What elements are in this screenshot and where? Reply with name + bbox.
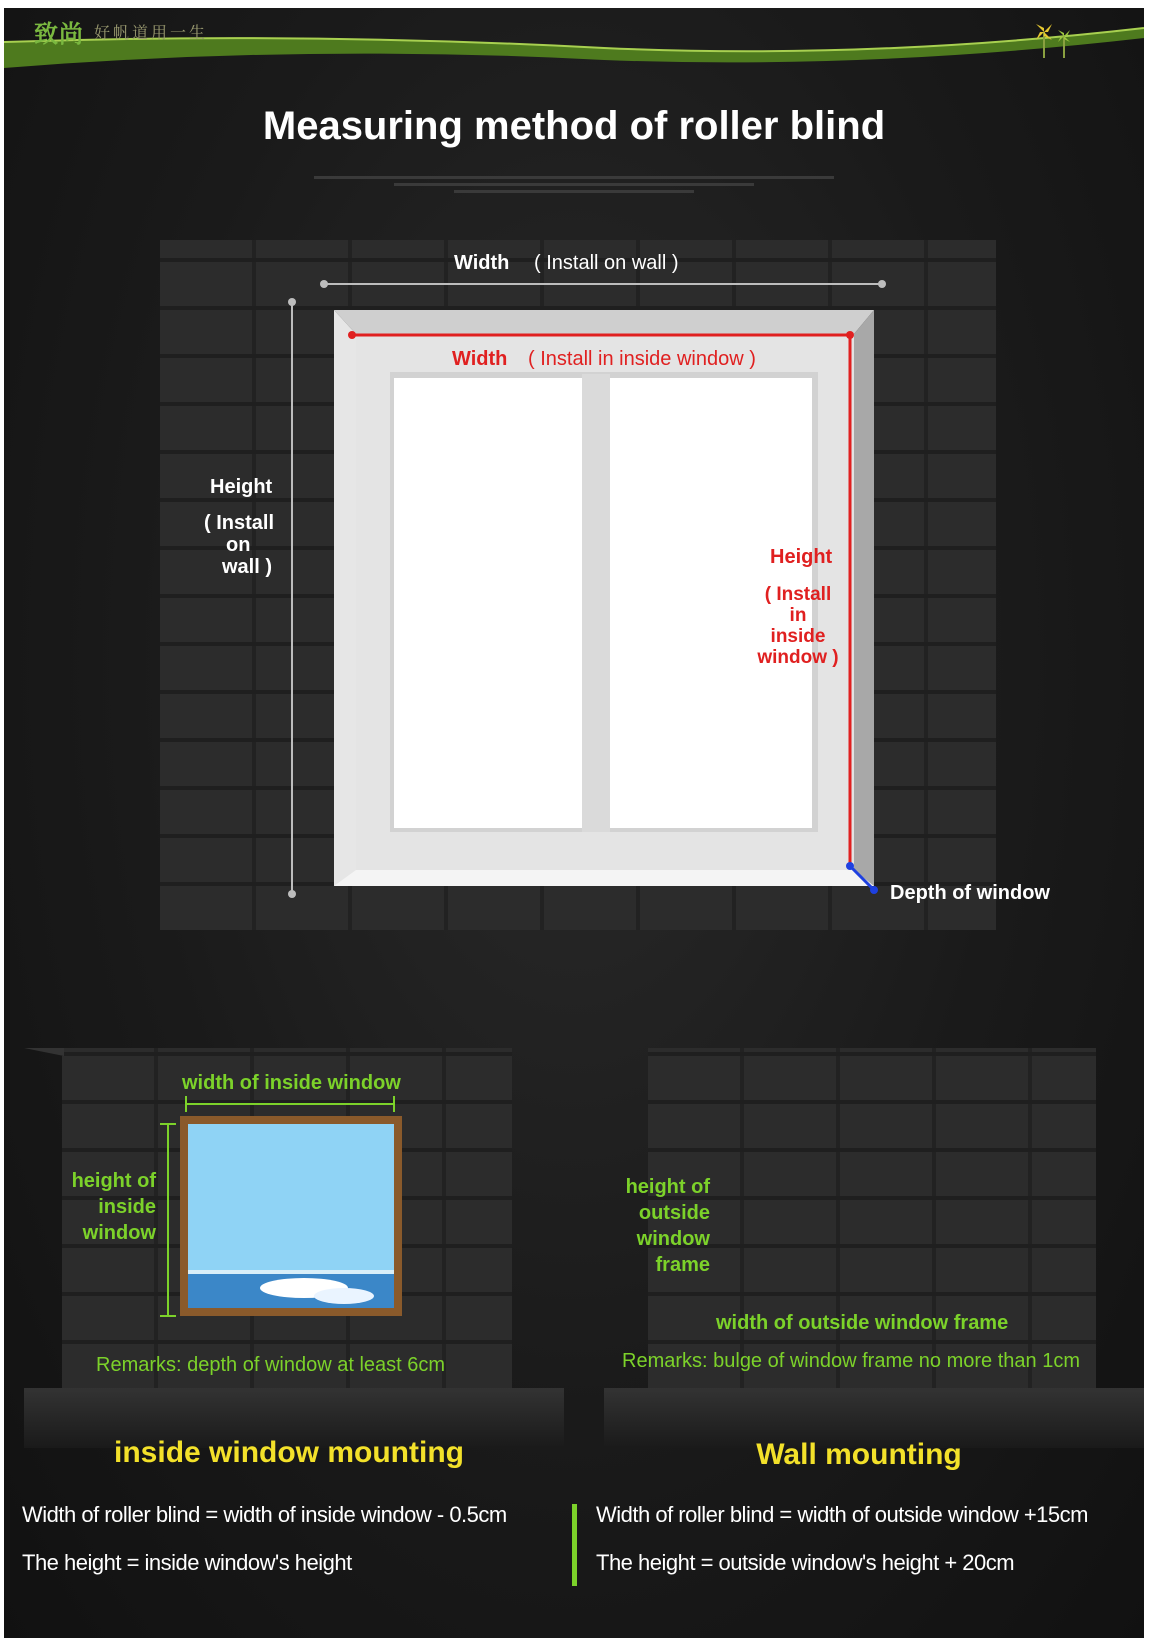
inside-remarks: Remarks: depth of window at least 6cm [96, 1354, 446, 1376]
inside-width-caption: width of inside window [182, 1072, 401, 1094]
inside-width-formula: Width of roller blind = width of inside window - 0.5cm [22, 1502, 507, 1527]
inside-height-note: ( Install in inside window ) [757, 584, 839, 668]
page-title: Measuring method of roller blind [262, 104, 886, 148]
wall-width-formula: Width of roller blind = width of outside window +15cm [596, 1502, 1088, 1527]
left-pane [394, 378, 582, 828]
wall-remarks: Remarks: bulge of window frame no more than 1cm [622, 1350, 1080, 1372]
brand-slogan: 好帆道用一生 [94, 23, 209, 42]
inside-height-label: Height [770, 546, 833, 568]
wall-mount-wall [648, 1048, 1096, 1388]
depth-label: Depth of window [890, 882, 1050, 904]
inside-window-illustration [160, 1096, 402, 1316]
inside-height-formula: The height = inside window's height [22, 1550, 352, 1575]
poster [4, 8, 1144, 1638]
wall-mounting-heading: Wall mounting [756, 1438, 962, 1471]
wall-height-measure-line [288, 298, 296, 898]
wall-height-note: ( Install on wall ) [204, 512, 275, 578]
wall-height-formula: The height = outside window's height + 20cm [596, 1550, 1015, 1575]
brand-logo: 致尚 [34, 19, 84, 48]
wall-height-label: Height [210, 476, 273, 498]
inside-blind [188, 1124, 394, 1270]
inside-width-label: Width [452, 348, 508, 370]
wall-width-caption: width of outside window frame [716, 1312, 1009, 1334]
formula-divider [572, 1504, 577, 1586]
wall-height-caption: height of outside window frame [625, 1176, 710, 1276]
inside-height-caption: height of inside window [71, 1170, 156, 1244]
main-window-diagram [4, 8, 1144, 968]
wall-width-note: ( Install on wall ) [534, 252, 679, 274]
inside-mounting-heading: inside window mounting [114, 1436, 464, 1469]
inside-width-note: ( Install in inside window ) [528, 348, 756, 370]
wall-width-measure-line [320, 280, 886, 288]
wall-width-label: Width [454, 252, 510, 274]
